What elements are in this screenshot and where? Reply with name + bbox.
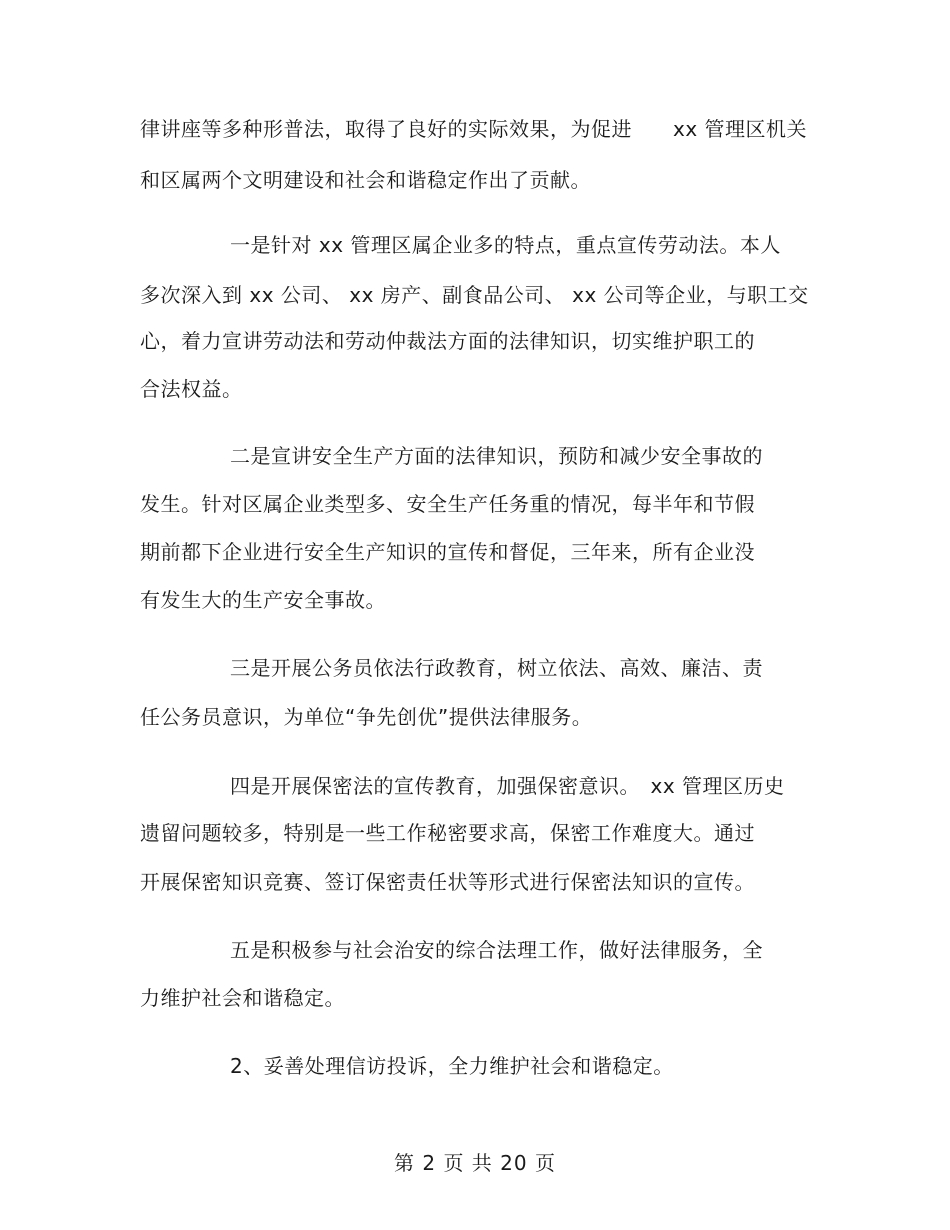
text-line: 力维护社会和谐稳定。 xyxy=(140,986,345,1010)
text-line: 合法权益。 xyxy=(140,377,243,401)
text-line: 期前都下企业进行安全生产知识的宣传和督促，三年来，所有企业没 xyxy=(140,540,755,564)
text-line: 发生。针对区属企业类型多、安全生产任务重的情况，每半年和节假 xyxy=(140,492,755,516)
text-line: 四是开展保密法的宣传教育，加强保密意识。 xx 管理区历史 xyxy=(230,774,785,798)
text-line: 任公务员意识，为单位“争先创优”提供法律服务。 xyxy=(140,705,593,729)
text-line: 心，着力宣讲劳动法和劳动仲裁法方面的法律知识，切实维护职工的 xyxy=(140,329,755,353)
text-line: 三是开展公务员依法行政教育，树立依法、高效、廉洁、责 xyxy=(230,656,763,680)
text-line: 2、妥善处理信访投诉，全力维护社会和谐稳定。 xyxy=(230,1054,674,1078)
text-line: 五是积极参与社会治安的综合法理工作，做好法律服务，全 xyxy=(230,938,763,962)
text-line: 律讲座等多种形普法，取得了良好的实际效果，为促进 xx 管理区机关 xyxy=(140,117,808,141)
page-number: 第 2 页 共 20 页 xyxy=(394,1151,556,1175)
text-line: 多次深入到 xx 公司、 xx 房产、副食品公司、 xx 公司等企业，与职工交 xyxy=(140,283,809,307)
text-line: 二是宣讲安全生产方面的法律知识，预防和减少安全事故的 xyxy=(230,444,763,468)
text-line: 开展保密知识竞赛、签订保密责任状等形式进行保密法知识的宣传。 xyxy=(140,870,755,894)
text-line: 有发生大的生产安全事故。 xyxy=(140,588,386,612)
text-line: 和区属两个文明建设和社会和谐稳定作出了贡献。 xyxy=(140,168,591,192)
text-line: 一是针对 xx 管理区属企业多的特点，重点宣传劳动法。本人 xyxy=(230,233,781,257)
text-line: 遗留问题较多，特别是一些工作秘密要求高，保密工作难度大。通过 xyxy=(140,821,755,845)
